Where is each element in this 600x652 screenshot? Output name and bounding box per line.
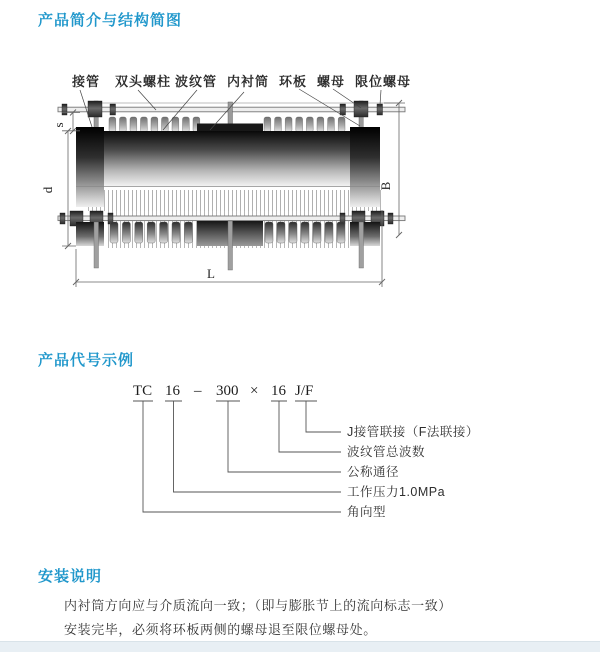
part-label-ring-plate: 环板	[278, 74, 308, 89]
code-token-diameter: 300	[216, 383, 239, 399]
dimension-s: s	[51, 122, 66, 128]
dimension-L: L	[207, 266, 215, 281]
part-label-bellows: 波纹管	[174, 74, 218, 89]
page-bottom-edge	[0, 641, 600, 652]
code-token-type: TC	[133, 383, 153, 399]
callout-total-waves: 波纹管总波数	[347, 445, 426, 459]
section-heading-code: 产品代号示例	[38, 352, 135, 369]
part-label-limit-nut: 限位螺母	[354, 74, 412, 89]
callout-working-pressure: 工作压力1.0MPa	[347, 485, 446, 499]
code-token-connection: J/F	[295, 383, 314, 399]
code-token-times: ×	[250, 383, 259, 399]
part-label-inner-liner: 内衬筒	[226, 74, 270, 89]
part-label-double-head-stud: 双头螺柱	[114, 74, 172, 89]
callout-connection-type: J接管联接（F法联接）	[347, 425, 479, 439]
install-note-nut-position: 安装完毕，必须将环板两侧的螺母退至限位螺母处。	[64, 622, 377, 637]
part-label-nut: 螺母	[316, 74, 346, 89]
dimension-d: d	[40, 186, 55, 194]
section-heading-intro: 产品简介与结构简图	[38, 12, 183, 29]
callout-nominal-diameter: 公称通径	[347, 465, 400, 479]
part-label-connecting-pipe: 接管	[71, 74, 101, 89]
section-heading-install: 安装说明	[38, 568, 103, 585]
code-token-dash: –	[194, 383, 202, 399]
code-connector-lines	[0, 398, 600, 523]
structure-diagram	[0, 62, 460, 302]
install-note-flow-direction: 内衬筒方向应与介质流向一致；（即与膨胀节上的流向标志一致）	[64, 598, 452, 613]
callout-angular-type: 角向型	[347, 505, 387, 519]
code-token-pressure: 16	[165, 383, 180, 399]
dimension-B: B	[378, 181, 393, 191]
code-token-waves: 16	[271, 383, 286, 399]
